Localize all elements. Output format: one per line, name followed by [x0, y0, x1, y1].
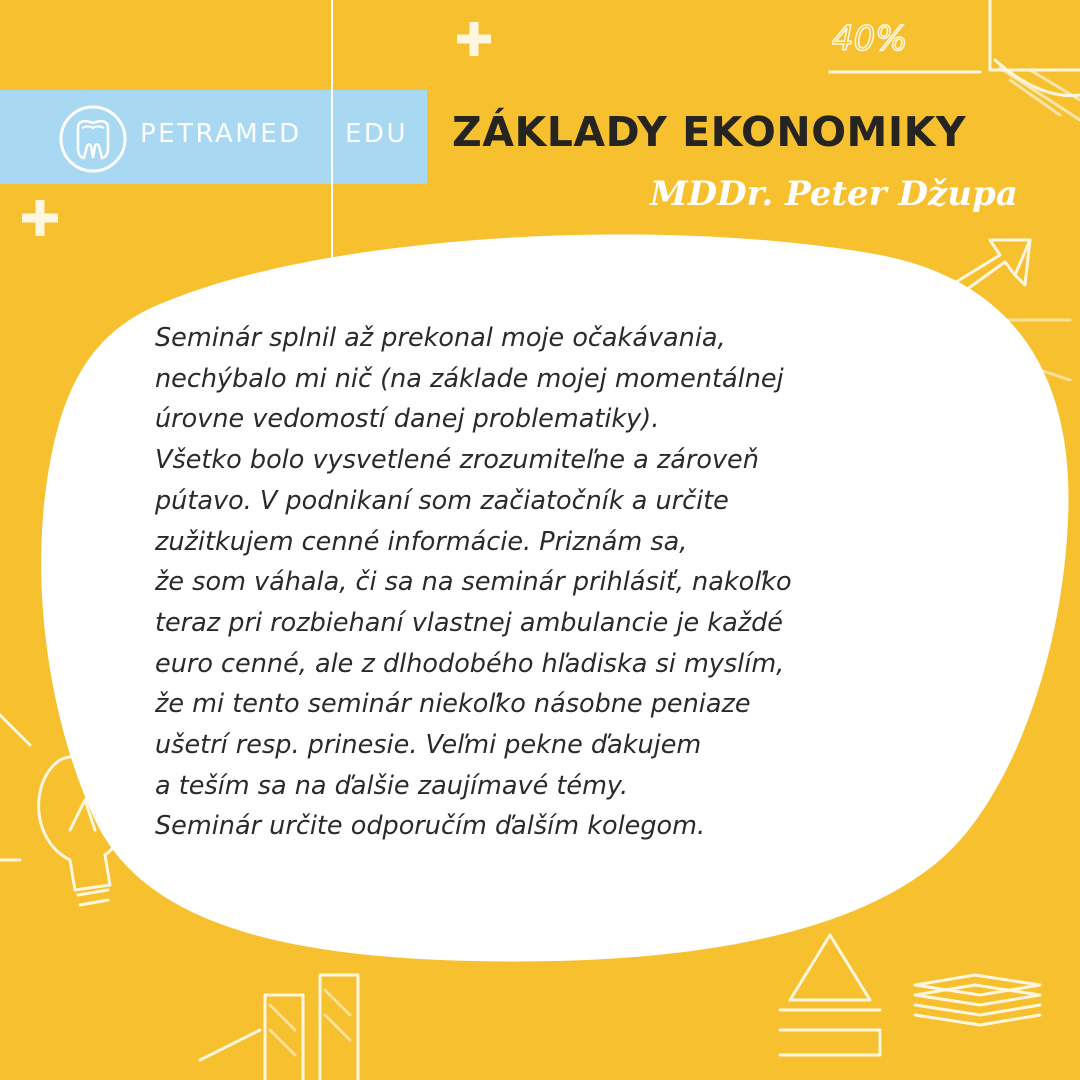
quote-line: a teším sa na ďalšie zaujímavé témy.	[155, 770, 629, 801]
page-title: ZÁKLADY EKONOMIKY	[452, 108, 967, 156]
quote-line: Seminár splnil až prekonal moje očakávania,	[155, 323, 726, 353]
quote-line: že mi tento seminár niekoľko násobne peniaze	[155, 689, 751, 720]
percent-label: 40%	[832, 19, 908, 59]
quote-line: teraz pri rozbiehaní vlastnej ambulancie je každé	[155, 607, 783, 638]
quote-line: zužitkujem cenné informácie. Priznám sa,	[155, 526, 688, 557]
brand-name: PETRAMED	[140, 119, 302, 149]
quote-line: Seminár určite odporučím ďalším kolegom.	[155, 811, 706, 842]
quote-line: pútavo. V podnikaní som začiatočník a určite	[155, 485, 729, 516]
quote-line: ušetrí resp. prinesie. Veľmi pekne ďakujem	[155, 730, 702, 761]
author-name: MDDr. Peter Džupa	[650, 174, 1018, 214]
testimonial-text	[155, 318, 985, 847]
quote-line: úrovne vedomostí danej problematiky).	[155, 404, 660, 435]
quote-line: že som váhala, či sa na seminár prihlásiť, nakoľko	[155, 567, 792, 598]
quote-line: euro cenné, ale z dlhodobého hľadiska si myslím,	[155, 648, 785, 679]
quote-line: nechýbalo mi nič (na základe mojej momentálnej	[155, 363, 784, 394]
quote-line: Všetko bolo vysvetlené zrozumiteľne a zároveň	[155, 445, 759, 476]
brand-sub: EDU	[345, 119, 408, 149]
